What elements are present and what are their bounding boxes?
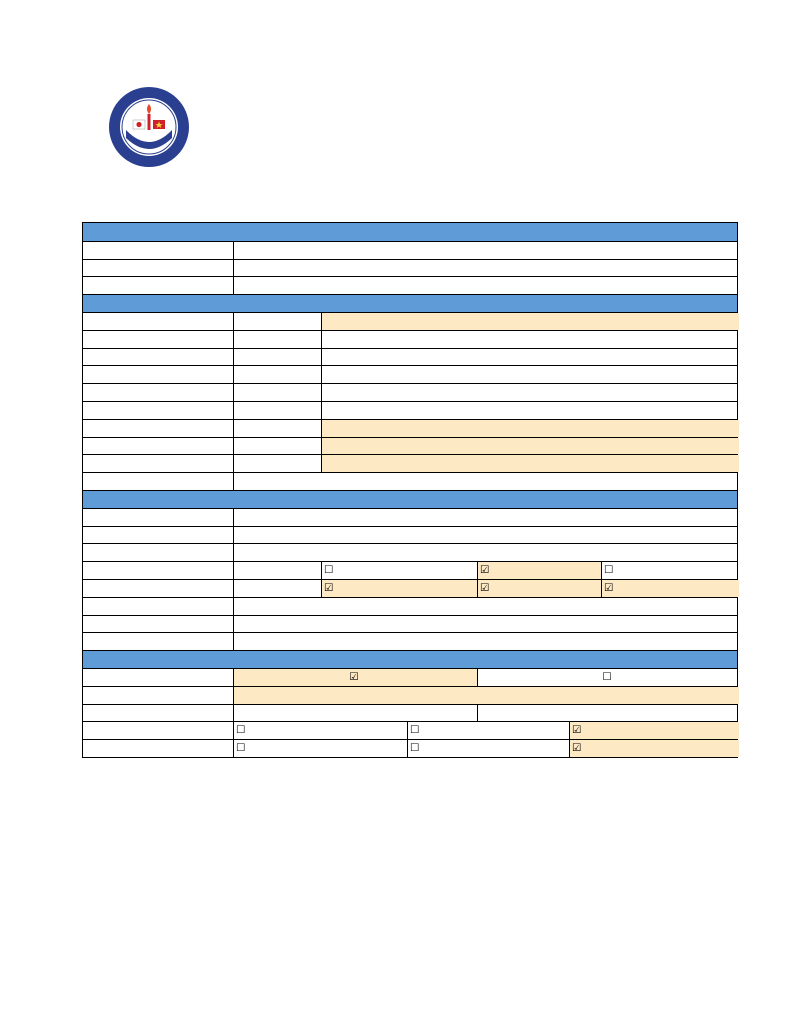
row-luong-co-ban: [83, 419, 737, 437]
field-label: [83, 438, 233, 455]
section-title: [83, 295, 739, 312]
row-so-luong-thi-tuyen: [83, 615, 737, 633]
field-label: [83, 687, 233, 704]
row-hinh-thuc-thi-tuyen: [83, 561, 737, 579]
field-value: [321, 366, 739, 383]
field-label: [83, 349, 233, 366]
field-value: [321, 438, 739, 455]
option-chua-ket-hon[interactable]: [407, 740, 569, 757]
option-da-ket-hon[interactable]: [233, 740, 407, 757]
field-label: [83, 242, 233, 259]
row-chieu-cao-can-nang: [83, 704, 737, 722]
field-label: [83, 598, 233, 615]
checked-box-icon[interactable]: ☑: [480, 582, 490, 594]
field-label: [83, 455, 233, 472]
field-value: [233, 616, 739, 633]
empty-box-icon[interactable]: ☐: [410, 743, 420, 755]
row-nghi-giai-lao: [83, 383, 737, 401]
field-label: [83, 509, 233, 526]
option-truc-tiep[interactable]: [321, 562, 477, 579]
field-label: [83, 402, 233, 419]
option-the-luc[interactable]: [477, 580, 601, 597]
option-phong-van[interactable]: [321, 580, 477, 597]
row-thoi-gian-lam-viec: [83, 348, 737, 366]
row-nganh-nghe: [83, 312, 737, 330]
checked-box-icon[interactable]: ☑: [604, 582, 614, 594]
option-nghiep-doan[interactable]: [601, 562, 739, 579]
field-value: [321, 455, 739, 472]
empty-box-icon[interactable]: ☐: [236, 743, 246, 755]
field-label: [83, 562, 233, 579]
row-noi-dung-thi-tuyen: [83, 579, 737, 597]
empty-box-icon[interactable]: ☐: [410, 725, 420, 737]
field-value: [233, 633, 739, 650]
field-value: [321, 313, 739, 330]
option-thuc-hanh[interactable]: [601, 580, 739, 597]
field-value: [233, 242, 739, 259]
empty-box-icon[interactable]: ☐: [324, 565, 334, 577]
field-value: [233, 473, 739, 490]
field-value: [321, 402, 739, 419]
row-tinh-trang-hon-nhan: [83, 739, 737, 757]
field-label: [83, 473, 233, 490]
field-label: [83, 366, 233, 383]
row-luong-thuc-linh: [83, 437, 737, 455]
field-label: [83, 420, 233, 437]
row-so-luong-tuyen: [83, 632, 737, 650]
vinanippon-logo: [108, 86, 190, 168]
field-value: [233, 509, 739, 526]
section-header: [83, 294, 737, 312]
field-label: [83, 277, 233, 294]
row-do-tuoi: [83, 686, 737, 704]
row-thoi-gian-lam-them: [83, 365, 737, 383]
row-tay-thuan: [83, 721, 737, 739]
section-header: [83, 650, 737, 668]
row-luong-gio: [83, 454, 737, 472]
field-value: [233, 687, 739, 704]
field-label: [83, 669, 233, 686]
section-header: [83, 490, 737, 508]
field-label: [83, 260, 233, 277]
row-lich-thi-tuyen: [83, 543, 737, 561]
option-nam[interactable]: [233, 669, 477, 686]
checked-box-icon[interactable]: ☑: [572, 743, 582, 755]
option-tay-phai[interactable]: [233, 722, 407, 739]
field-label: [83, 331, 233, 348]
field-value: [233, 598, 739, 615]
row-lich-gap-nghiep-doan: [83, 526, 737, 544]
row-tro-cap-tu-nghiep: [83, 330, 737, 348]
field-label: [83, 384, 233, 401]
row-dia-diem-thi-tuyen: [83, 597, 737, 615]
field-label: [83, 616, 233, 633]
checked-box-icon[interactable]: ☑: [349, 671, 359, 683]
row-tts-dang-lam-viec: [83, 472, 737, 490]
field-value: [233, 277, 739, 294]
checked-box-icon[interactable]: ☑: [572, 725, 582, 737]
empty-box-icon[interactable]: ☐: [236, 725, 246, 737]
row-website: [83, 276, 737, 294]
field-label: [83, 580, 233, 597]
field-value: [233, 544, 739, 561]
section-title: [83, 491, 739, 508]
row-ngay-lam-viec: [83, 401, 737, 419]
option-165cm[interactable]: [233, 705, 477, 722]
field-label: [83, 313, 233, 330]
field-label: [83, 527, 233, 544]
field-value: [321, 349, 739, 366]
row-gioi-tinh: [83, 668, 737, 686]
row-dia-diem-lam-viec: [83, 259, 737, 277]
empty-box-icon[interactable]: ☐: [604, 565, 614, 577]
order-info-form: [82, 222, 738, 758]
section-header: [83, 223, 737, 241]
field-label: [83, 740, 233, 757]
option-55kg[interactable]: [477, 705, 739, 722]
field-label: [83, 722, 233, 739]
field-label: [83, 633, 233, 650]
field-label: [83, 544, 233, 561]
field-value: [233, 527, 739, 544]
option-khong-yeu-cau[interactable]: [569, 722, 739, 739]
checked-box-icon[interactable]: ☑: [324, 582, 334, 594]
row-cong-ty-tiep-nhan: [83, 241, 737, 259]
section-title: [83, 651, 739, 668]
empty-box-icon[interactable]: ☐: [602, 671, 612, 683]
field-value: [233, 260, 739, 277]
field-label: [83, 705, 233, 722]
row-lich-chot-form: [83, 508, 737, 526]
option-tay-trai[interactable]: [407, 722, 569, 739]
field-value: [321, 420, 739, 437]
section-title: [83, 223, 739, 241]
field-value: [321, 331, 739, 348]
option-khong-yeu-cau[interactable]: [569, 740, 739, 757]
checked-box-icon[interactable]: ☑: [480, 565, 490, 577]
field-value: [321, 384, 739, 401]
option-skype[interactable]: [477, 562, 601, 579]
option-nu[interactable]: [477, 669, 739, 686]
